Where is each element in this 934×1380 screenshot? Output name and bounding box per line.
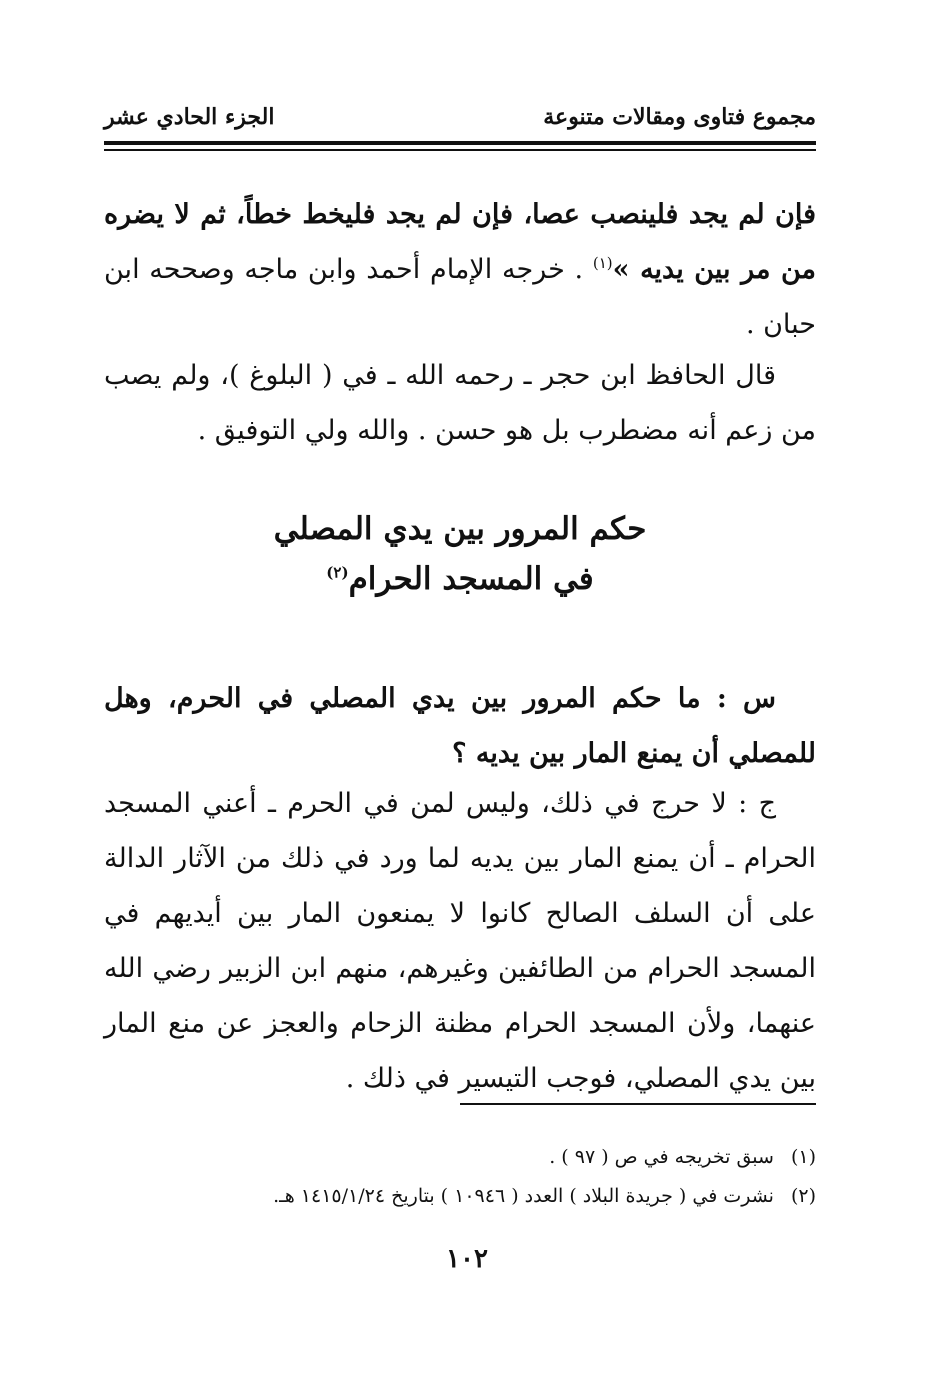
section-title-line-1: حكم المرور بين يدي المصلي <box>273 511 647 547</box>
answer-text: لا حرج في ذلك، وليس لمن في الحرم ـ أعني المسجد الحرام ـ أن يمنع المار بين يديه لما ورد في ذلك من الآثار الدالة على أن السلف الصالح كانوا لا يمنعون المار بين أيديهم في المسجد الحرام من الطائفين وغيرهم، منهم ابن الزبير رضي الله عنهما، ولأن المسجد الحرام مظنة الزحام والعجز عن منع المار بين يدي المصلي، فوجب التيسير في ذلك . <box>104 788 816 1094</box>
question-text: ما حكم المرور بين يدي المصلي في الحرم، وهل للمصلي أن يمنع المار بين يديه ؟ <box>104 683 816 769</box>
answer-marker: ج : <box>738 788 776 819</box>
footnote-mark: (٢) <box>790 1185 816 1207</box>
hadith-takhrij: . خرجه الإمام أحمد وابن ماجه وصححه ابن حبان . <box>104 254 816 340</box>
ibn-hajar-text: قال الحافظ ابن حجر ـ رحمه الله ـ في ( البلوغ )، ولم يصب من زعم أنه مضطرب بل هو حسن . والله ولي التوفيق . <box>104 360 816 446</box>
running-header <box>104 104 816 138</box>
header-rule-thick <box>104 141 816 145</box>
footnotes <box>104 1138 816 1216</box>
hadith-text: فإن لم يجد فلينصب عصا، فإن لم يجد فليخط خطاً، ثم لا يضره من مر بين يديه » <box>104 199 816 285</box>
footnote-ref-1: (١) <box>592 254 613 272</box>
question-marker: س : <box>716 683 777 714</box>
footnote-item <box>104 1138 816 1177</box>
paragraph-ibn-hajar <box>104 348 816 458</box>
footnote-ref-2: (٢) <box>326 563 349 582</box>
header-rule-thin <box>104 149 816 151</box>
volume-title: الجزء الحادي عشر <box>104 104 275 130</box>
footnote-mark: (١) <box>790 1146 816 1168</box>
paragraph-hadith-end <box>104 187 816 352</box>
answer-paragraph <box>104 776 816 1106</box>
footnote-text: سبق تخريجه في ص ( ٩٧ ) . <box>549 1146 774 1168</box>
question-paragraph <box>104 671 816 781</box>
page-number: ١٠٢ <box>446 1244 488 1274</box>
footnote-separator <box>460 1103 816 1105</box>
section-heading <box>104 504 816 604</box>
footnote-text: نشرت في ( جريدة البلاد ) العدد ( ١٠٩٤٦ ) بتاريخ ١٤١٥/١/٢٤ هـ. <box>273 1185 774 1207</box>
footnote-item <box>104 1177 816 1216</box>
book-title: مجموع فتاوى ومقالات متنوعة <box>543 104 816 130</box>
section-title-line-2: في المسجد الحرام <box>348 561 594 597</box>
